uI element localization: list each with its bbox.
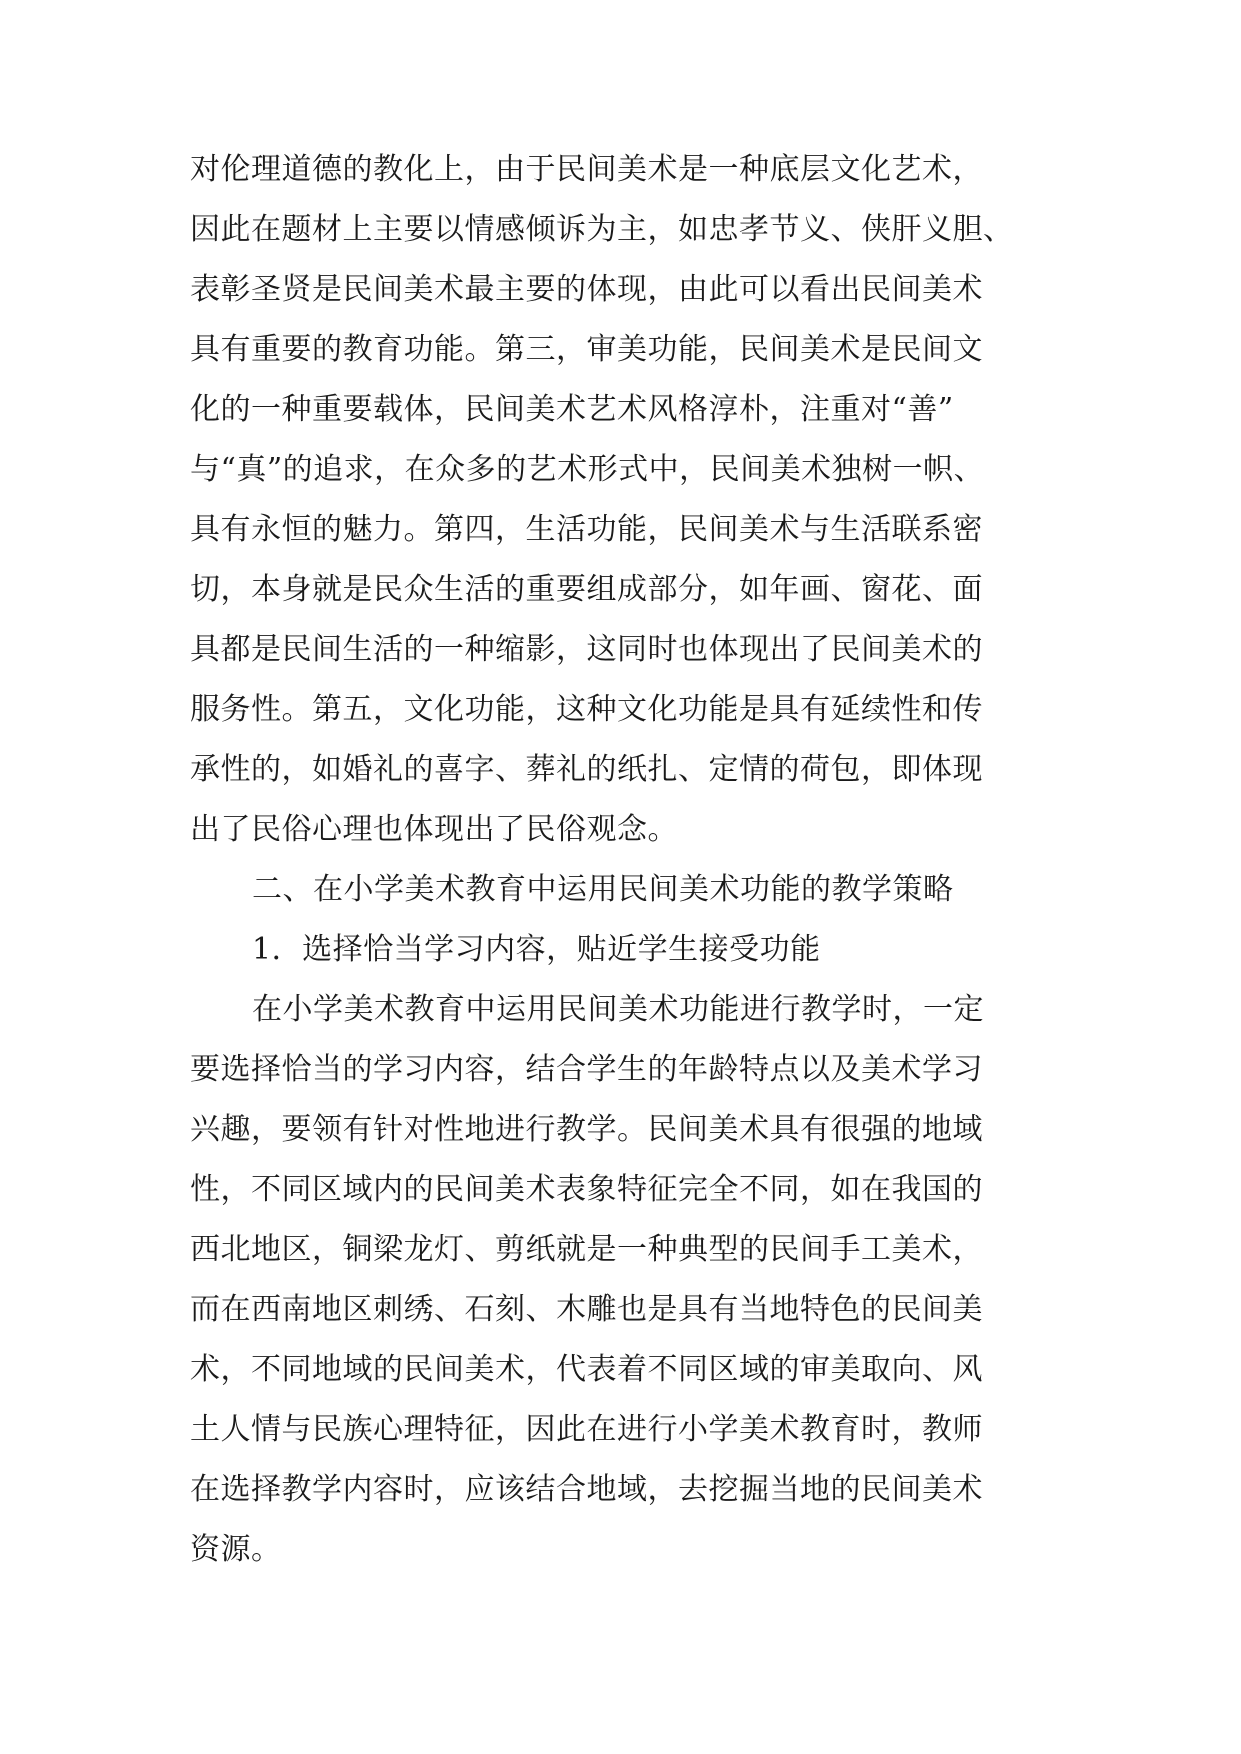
text-line: 因此在题材上主要以情感倾诉为主，如忠孝节义、侠肝义胆、 (190, 212, 1014, 247)
text-line: 土人情与民族心理特征，因此在进行小学美术教育时，教师 (190, 1412, 983, 1447)
text-line: 服务性。第五，文化功能，这种文化功能是具有延续性和传 (190, 692, 983, 727)
text-line: 对伦理道德的教化上，由于民间美术是一种底层文化艺术， (190, 152, 983, 187)
text-line: 出了民俗心理也体现出了民俗观念。 (190, 812, 678, 847)
subsection-heading: 1．选择恰当学习内容，贴近学生接受功能 (252, 932, 821, 967)
paragraph-continuation (190, 140, 1050, 860)
text-line: 资源。 (190, 1532, 282, 1567)
section-heading: 二、在小学美术教育中运用民间美术功能的教学策略 (252, 872, 954, 907)
text-line: 承性的，如婚礼的喜字、葬礼的纸扎、定情的荷包，即体现 (190, 752, 983, 787)
text-line: 具有永恒的魅力。第四，生活功能，民间美术与生活联系密 (190, 512, 983, 547)
text-line: 西北地区，铜梁龙灯、剪纸就是一种典型的民间手工美术， (190, 1232, 983, 1267)
text-line: 而在西南地区刺绣、石刻、木雕也是具有当地特色的民间美 (190, 1292, 983, 1327)
text-line: 与“真”的追求，在众多的艺术形式中，民间美术独树一帜、 (190, 452, 985, 487)
body-text (190, 140, 1050, 1580)
text-line: 具都是民间生活的一种缩影，这同时也体现出了民间美术的 (190, 632, 983, 667)
text-line: 术，不同地域的民间美术，代表着不同区域的审美取向、风 (190, 1352, 983, 1387)
text-line: 具有重要的教育功能。第三，审美功能，民间美术是民间文 (190, 332, 983, 367)
text-line: 在小学美术教育中运用民间美术功能进行教学时，一定 (252, 992, 984, 1027)
paragraph (190, 980, 1050, 1580)
text-line: 化的一种重要载体，民间美术艺术风格淳朴，注重对“善” (190, 392, 954, 427)
text-line: 表彰圣贤是民间美术最主要的体现，由此可以看出民间美术 (190, 272, 983, 307)
text-line: 要选择恰当的学习内容，结合学生的年龄特点以及美术学习 (190, 1052, 983, 1087)
text-line: 在选择教学内容时，应该结合地域，去挖掘当地的民间美术 (190, 1472, 983, 1507)
text-line: 性，不同区域内的民间美术表象特征完全不同，如在我国的 (190, 1172, 983, 1207)
text-line: 兴趣，要领有针对性地进行教学。民间美术具有很强的地域 (190, 1112, 983, 1147)
text-line: 切，本身就是民众生活的重要组成部分，如年画、窗花、面 (190, 572, 983, 607)
